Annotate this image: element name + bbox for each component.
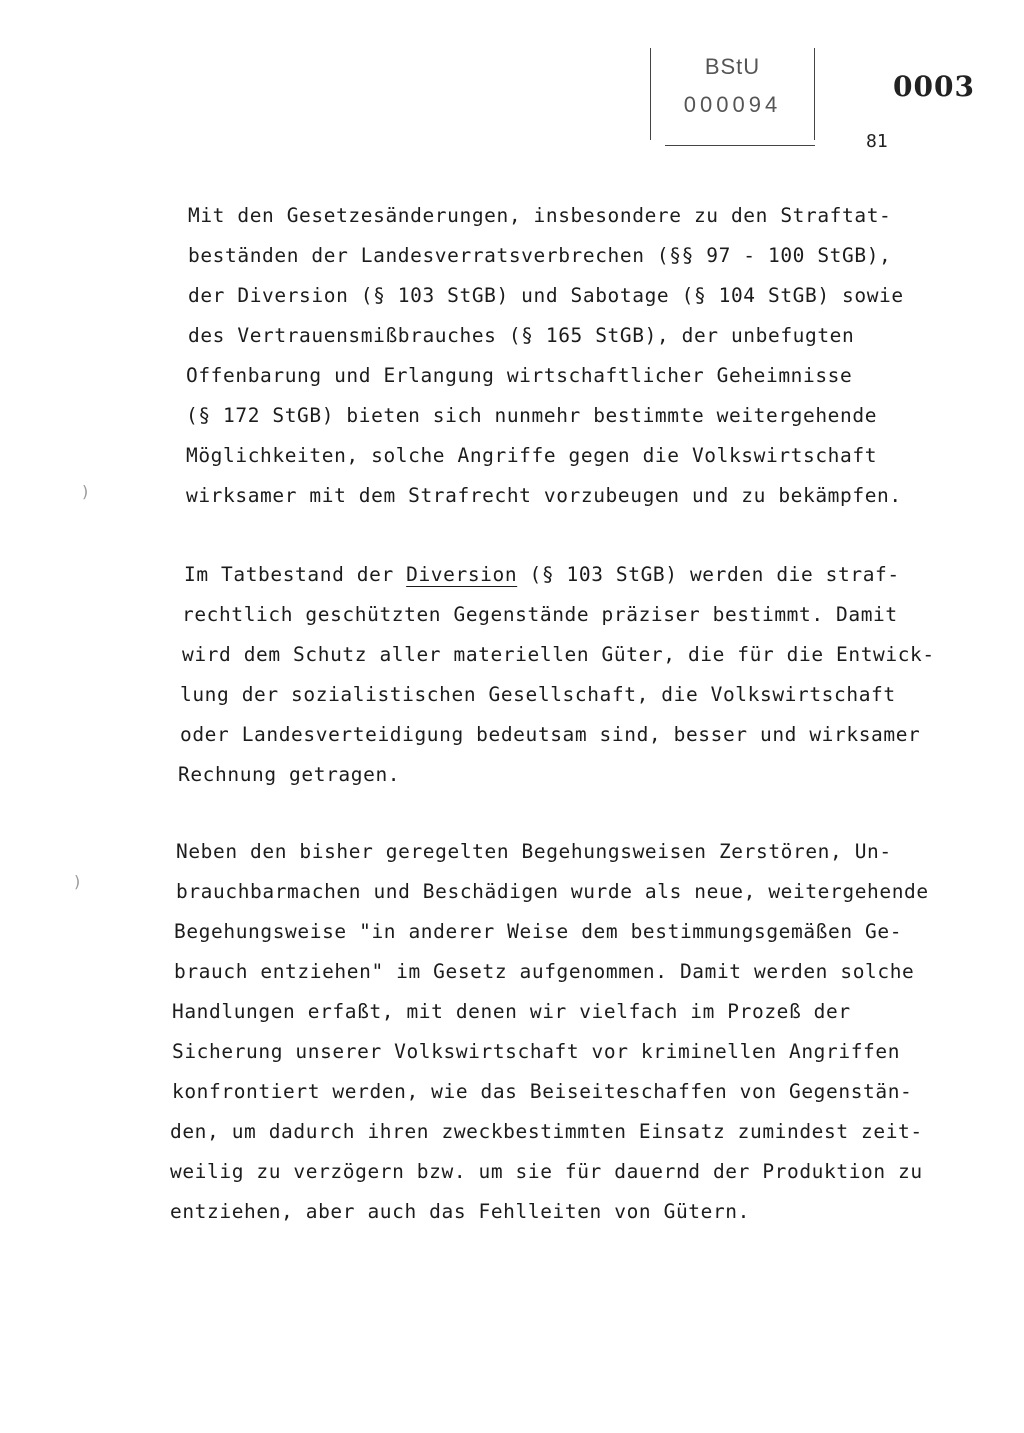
underlined-term: Diversion [406, 563, 518, 586]
text-segment: Im Tatbestand der [184, 563, 407, 586]
text-line: den, um dadurch ihren zweckbestimmten Einsatz zumindest zeit- [170, 1120, 923, 1143]
stamp-agency: BStU [704, 54, 761, 79]
text-line: weilig zu verzögern bzw. um sie für dauernd der Produktion zu [170, 1160, 923, 1183]
text-line: Offenbarung und Erlangung wirtschaftlicher Geheimnisse [186, 364, 853, 387]
text-line: brauchbarmachen und Beschädigen wurde als neue, weitergehende [176, 880, 929, 903]
text-line: Sicherung unserer Volkswirtschaft vor kriminellen Angriffen [172, 1040, 901, 1063]
archive-stamp [650, 48, 815, 140]
text-line [184, 563, 900, 586]
text-line: Handlungen erfaßt, mit denen wir vielfach im Prozeß der [172, 1000, 851, 1023]
text-line: Neben den bisher geregelten Begehungsweisen Zerstören, Un- [176, 840, 892, 863]
text-line: brauch entziehen" im Gesetz aufgenommen. Damit werden solche [174, 960, 915, 983]
text-line: rechtlich geschützten Gegenstände präziser bestimmt. Damit [182, 603, 898, 626]
text-line: Begehungsweise "in anderer Weise dem bestimmungsgemäßen Ge- [174, 920, 903, 943]
stamp-underline [665, 145, 815, 146]
stamp-number: 000094 [683, 92, 782, 117]
text-line: Mit den Gesetzesänderungen, insbesondere zu den Straftat- [188, 204, 892, 227]
text-line: (§ 172 StGB) bieten sich nunmehr bestimmte weitergehende [186, 404, 878, 427]
text-line: des Vertrauensmißbrauches (§ 165 StGB), der unbefugten [188, 324, 855, 347]
text-line: entziehen, aber auch das Fehlleiten von Gütern. [170, 1200, 750, 1223]
text-line: lung der sozialistischen Gesellschaft, die Volkswirtschaft [180, 683, 896, 706]
text-line: Möglichkeiten, solche Angriffe gegen die Volkswirtschaft [186, 444, 878, 467]
text-line: wird dem Schutz aller materiellen Güter, die für die Entwick- [182, 643, 935, 666]
page-number: 81 [866, 131, 888, 152]
margin-mark: ) [82, 482, 89, 501]
text-line: wirksamer mit dem Strafrecht vorzubeugen und zu bekämpfen. [186, 484, 902, 507]
text-line: konfrontiert werden, wie das Beiseiteschaffen von Gegenstän- [172, 1080, 913, 1103]
text-line: der Diversion (§ 103 StGB) und Sabotage (§ 104 StGB) sowie [188, 284, 904, 307]
text-segment: (§ 103 StGB) werden die straf- [517, 563, 900, 586]
margin-mark: ) [74, 872, 81, 891]
text-line: oder Landesverteidigung bedeutsam sind, besser und wirksamer [180, 723, 921, 746]
text-line: Rechnung getragen. [178, 763, 401, 786]
folio-number: 0003 [893, 70, 975, 103]
text-line: beständen der Landesverratsverbrechen (§§ 97 - 100 StGB), [188, 244, 892, 267]
